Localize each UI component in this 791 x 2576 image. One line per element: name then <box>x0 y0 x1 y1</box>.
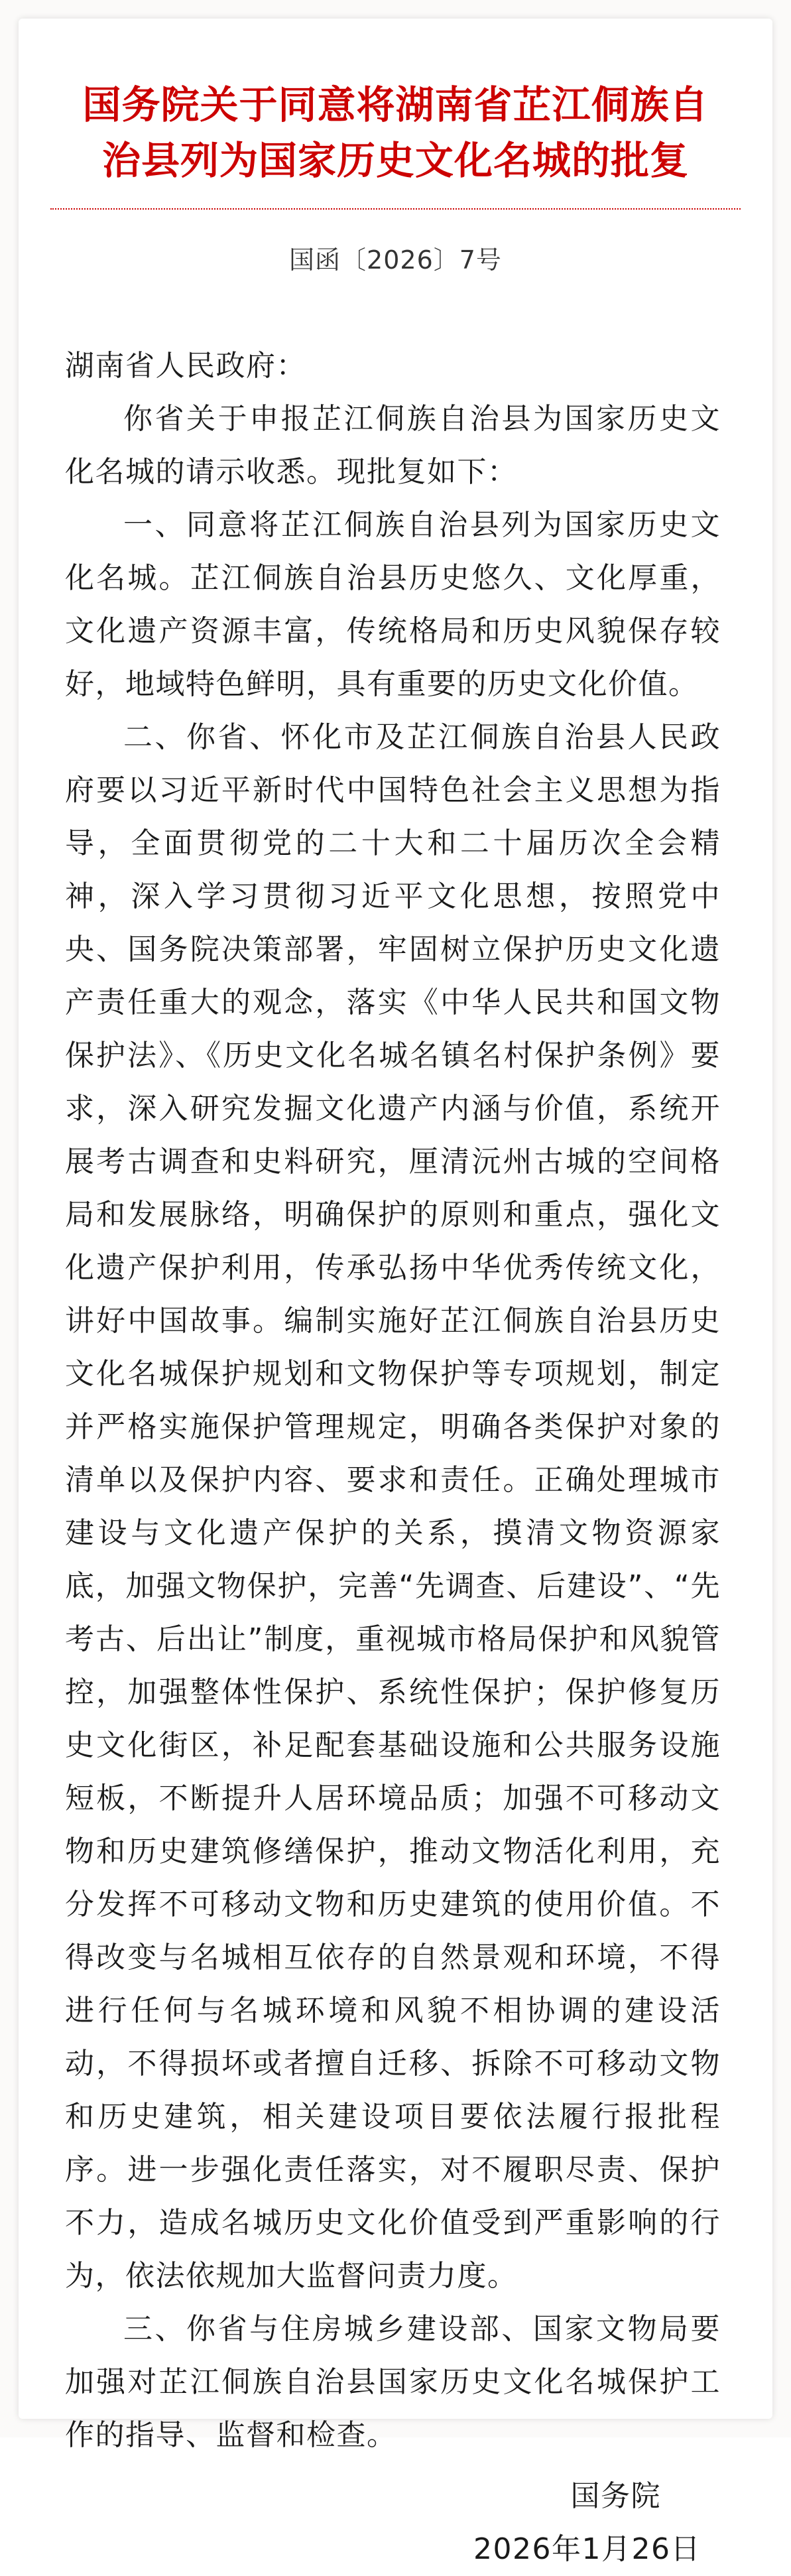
title-line-2: 治县列为国家历史文化名城的批复 <box>101 138 689 183</box>
document-body <box>65 340 721 2462</box>
issue-date: 2026年1月26日 <box>473 2532 701 2566</box>
signature-block <box>19 2470 701 2576</box>
issuer: 国务院 <box>570 2479 661 2513</box>
paragraph-intro: 你省关于申报芷江侗族自治县为国家历史文化名城的请示收悉。现批复如下： <box>65 402 721 489</box>
salutation: 湖南省人民政府： <box>65 349 306 383</box>
document-number: 国函〔2026〕7号 <box>289 245 502 275</box>
paragraph-3: 三、你省与住房城乡建设部、国家文物局要加强对芷江侗族自治县国家历史文化名城保护工作的指导、监督和检查。 <box>65 2312 721 2452</box>
document-title <box>19 19 772 188</box>
paragraph-1: 一、同意将芷江侗族自治县列为国家历史文化名城。芷江侗族自治县历史悠久、文化厚重，文化遗产资源丰富，传统格局和历史风貌保存较好，地域特色鲜明，具有重要的历史文化价值。 <box>65 508 721 701</box>
paragraph-2: 二、你省、怀化市及芷江侗族自治县人民政府要以习近平新时代中国特色社会主义思想为指导，全面贯彻党的二十大和二十届历次全会精神，深入学习贯彻习近平文化思想，按照党中央、国务院决策部署，牢固树立保护历史文化遗产责任重大的观念，落实《中华人民共和国文物保护法》、《历史文化名城名镇名村保护条例》要求，深入研究发掘文化遗产内涵与价值，系统开展考古调查和史料研究，厘清沅州古城的空间格局和发展脉络，明确保护的原则和重点，强化文化遗产保护利用，传承弘扬中华优秀传统文化，讲好中国故事。编制实施好芷江侗族自治县历史文化名城保护规划和文物保护等专项规划，制定并严格实施保护管理规定，明确各类保护对象的清单以及保护内容、要求和责任。正确处理城市建设与文化遗产保护的关系，摸清文物资源家底，加强文物保护，完善“先调查、后建设”、“先考古、后出让”制度，重视城市格局保护和风貌管控，加强整体性保护、系统性保护；保护修复历史文化街区，补足配套基础设施和公共服务设施短板，不断提升人居环境品质；加强不可移动文物和历史建筑修缮保护，推动文物活化利用，充分发挥不可移动文物和历史建筑的使用价值。不得改变与名城相互依存的自然景观和环境，不得进行任何与名城环境和风貌不相协调的建设活动，不得损坏或者擅自迁移、拆除不可移动文物和历史建筑，相关建设项目要依法履行报批程序。进一步强化责任落实，对不履职尽责、保护不力，造成名城历史文化价值受到严重影响的行为，依法依规加大监督问责力度。 <box>65 720 721 2293</box>
title-line-1: 国务院关于同意将湖南省芷江侗族自 <box>82 82 709 127</box>
title-divider <box>50 208 741 210</box>
document-sheet <box>19 19 772 2566</box>
